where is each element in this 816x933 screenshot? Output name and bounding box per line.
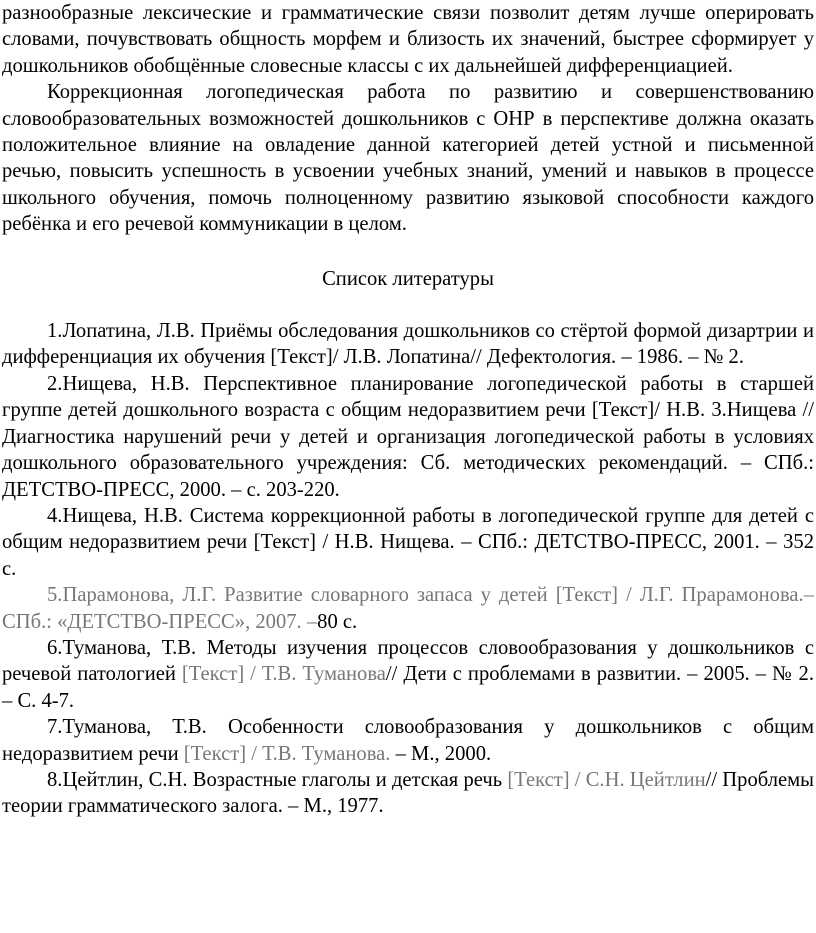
body-paragraph-2: Коррекционная логопедическая работа по развитию и совершенствованию словообразовательных возможностей дошкольников с ОНР в перспективе должна оказать положительное влияние на овладение данной категорией детей устной и письменной речью, повысить успешность в усвоении учебных знаний, умений и навыков в процессе школьного обучения, помочь полноценному развитию языковой способности каждого ребёнка и его речевой коммуникации в целом. [2, 81, 814, 236]
reference-item [2, 635, 814, 714]
reference-item [2, 371, 814, 503]
reference-text-grey: 5.Парамонова, Л.Г. Развитие словарного запаса у детей [Текст] / Л.Г. Прарамонова.– СПб.: «ДЕТСТВО-ПРЕСС», 2007. – [2, 584, 814, 633]
reference-text-grey: [Текст] / С.Н. Цейтлин [507, 768, 706, 791]
reference-text: // Дети с проблемами в развитии. – 2005. – № 2. – С. 4-7. [2, 663, 814, 712]
reference-text-grey: [Текст] / Т.В. Туманова. [183, 742, 391, 765]
reference-text: 6.Туманова, Т.В. Методы изучения процессов словообразования у дошкольников с речевой патологией [2, 636, 814, 686]
references-heading: Список литературы [322, 267, 494, 290]
reference-text: // Проблемы теории грамматического залога. – М., 1977. [2, 768, 814, 818]
reference-item [2, 318, 814, 371]
document-page [2, 0, 814, 820]
reference-item [2, 714, 814, 767]
reference-text: 4.Нищева, Н.В. Система коррекционной работы в логопедической группе для детей с общим недоразвитием речи [Текст] / Н.В. Нищева. – СПб.: ДЕТСТВО-ПРЕСС, 2001. – 352 с. [2, 504, 814, 580]
reference-item [2, 582, 814, 635]
reference-text-grey: [Текст] / Т.В. Туманова [181, 663, 386, 686]
reference-item [2, 767, 814, 820]
reference-text: 7.Туманова, Т.В. Особенности словообразования у дошкольников с общим недоразвитием речи [2, 716, 814, 765]
reference-text: 2.Нищева, Н.В. Перспективное планирование логопедической работы в старшей группе детей дошкольного возраста с общим недоразвитием речи [Текст]/ Н.В. 3.Нищева //Диагностика нарушений речи у детей и организация логопедической работы в условиях дошкольного образовательного учреждения: Сб. методических рекомендаций. – СПб.: ДЕТСТВО-ПРЕСС, 2000. – с. 203-220. [2, 372, 814, 501]
reference-item [2, 503, 814, 582]
reference-text: 8.Цейтлин, С.Н. Возрастные глаголы и детская речь [47, 768, 508, 791]
references-list [2, 318, 814, 820]
reference-text: 80 с. [317, 610, 358, 633]
reference-text: – М., 2000. [390, 742, 492, 765]
body-paragraph-1: разнообразные лексические и грамматические связи позволит детям лучше оперировать словами, почувствовать общность морфем и близость их значений, быстрее сформирует у дошкольников обобщённые словесные классы с их дальнейшей дифференциацией. [2, 2, 814, 77]
reference-text: 1.Лопатина, Л.В. Приёмы обследования дошкольников со стёртой формой дизартрии и дифференциация их обучения [Текст]/ Л.В. Лопатина// Дефектология. – 1986. – № 2. [2, 320, 814, 369]
